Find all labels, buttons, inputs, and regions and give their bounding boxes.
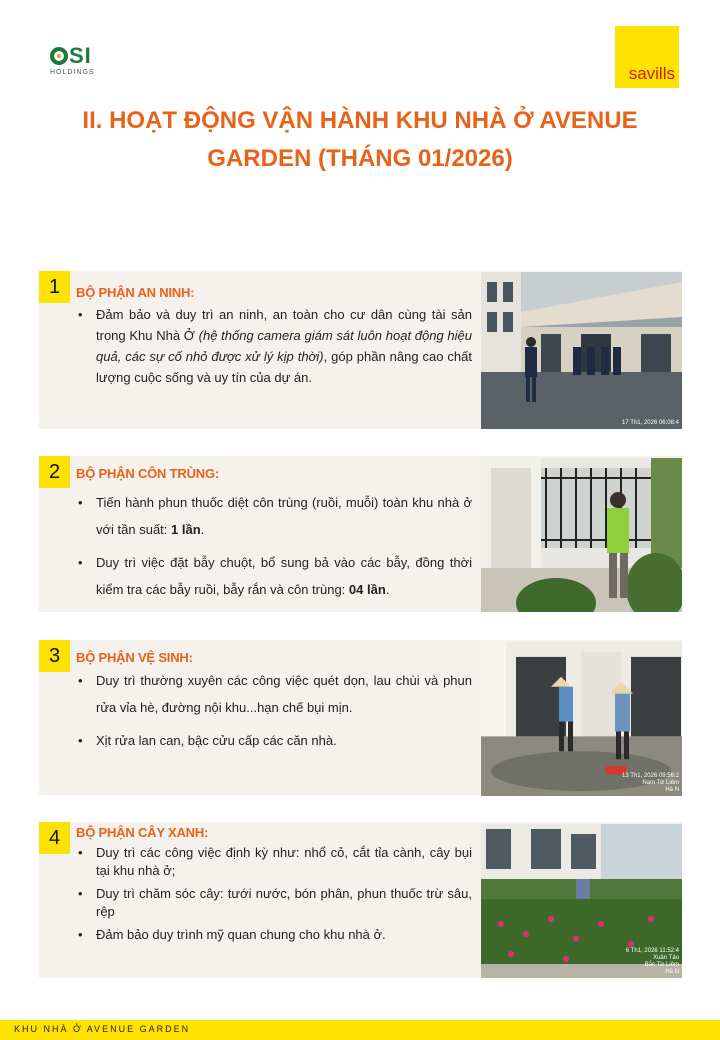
footer-text: KHU NHÀ Ở AVENUE GARDEN [14,1024,191,1034]
section-number: 1 [39,271,70,303]
photo-timestamp: 17 Th1, 2026 06:08:4 [622,420,679,426]
page-title [30,102,690,178]
security-photo [481,272,682,429]
photo-timestamp-line: 13 Th1, 2026 09:56:2 [622,773,679,779]
photo-timestamp-line: Hà N [665,787,679,793]
pest-control-photo [481,458,682,612]
osi-logo-letters: SI [69,43,92,68]
section-number: 2 [39,456,70,488]
osi-logo-subtitle: HOLDINGS [50,69,95,76]
landscaping-photo [481,824,682,978]
section-cleaning [39,640,682,795]
list-item-text: . [200,522,205,537]
section-heading: BỘ PHẬN CÔN TRÙNG: [76,466,220,481]
list-item-text: 1 lần [171,522,201,537]
list-item [76,489,472,543]
photo-timestamp-line: Bắc Từ Liêm [644,962,679,968]
list-item-text: 04 lần [348,582,386,597]
photo-timestamp-line: Hà N [665,969,679,975]
photo-timestamp-line: 6 Th1, 2026 11:52:4 [625,948,679,954]
list-item-text: Duy trì việc đặt bẫy chuột, bổ sung bả vào các bẫy, đồng thời kiểm tra các bẫy ruồi, bẫy rắn và côn trùng: [96,555,472,597]
list-item-text: Duy trì các công việc định kỳ như: nhổ cỏ, cắt tỉa cành, cây bụi tại khu nhà ở; [96,845,472,878]
list-item-text: Xịt rửa lan can, bậc cửu cấp các căn nhà. [96,733,337,748]
list-item-text: , góp phần nâng cao chất lượng cuộc sống và uy tín của dự án. [96,349,472,385]
photo-timestamp-line: Nam Từ Liêm [642,780,679,786]
list-item [76,549,472,603]
bullet-list [76,667,472,760]
bullet-list [76,489,472,609]
list-item-text: Đảm bảo và duy trì an ninh, an toàn cho cư dân cùng tài sản trong Khu Nhà Ở [96,307,472,343]
section-heading: BỘ PHẬN VỆ SINH: [76,650,193,665]
page-title-line-2: GARDEN (THÁNG 01/2026) [207,145,513,172]
photo-timestamp [626,948,679,976]
photo-timestamp-line: Xuân Tảo [653,955,679,961]
list-item-text: Duy trì chăm sóc cây: tưới nước, bón phân, phun thuốc trừ sâu, rệp [96,886,472,919]
list-item-text: (hệ thống camera giám sát luôn hoạt động hiệu quả, các sự cố nhỏ được xử lý kịp thời) [96,328,472,364]
bullet-list [76,304,472,388]
list-item-text: Duy trì thường xuyên các công việc quét dọn, lau chùi và phun rửa vỉa hè, đường nội khu...hạn chế bụi mịn. [96,673,472,715]
section-security [39,271,682,429]
osi-logo-mark [50,47,68,65]
section-heading: BỘ PHẬN CÂY XANH: [76,825,209,840]
list-item-text: . [385,582,390,597]
list-item-text: Đảm bảo duy trình mỹ quan chung cho khu nhà ở. [96,927,386,942]
bullet-list [76,844,472,949]
list-item [76,885,472,921]
page-title-line-1: II. HOẠT ĐỘNG VẬN HÀNH KHU NHÀ Ở AVENUE [82,107,638,134]
list-item [76,926,472,944]
osi-logo-text [50,45,110,67]
section-landscaping [39,822,682,978]
section-number: 4 [39,822,70,854]
cleaning-photo [481,642,682,796]
list-item [76,727,472,754]
section-number: 3 [39,640,70,672]
section-heading: BỘ PHẬN AN NINH: [76,285,195,300]
list-item-text: Tiến hành phun thuốc diệt côn trùng (ruồi, muỗi) toàn khu nhà ở với tần suất: [96,495,472,537]
savills-logo-text: savills [628,64,675,83]
section-pest-control [39,456,682,612]
list-item [76,844,472,880]
savills-logo [615,26,679,88]
list-item [76,304,472,388]
list-item [76,667,472,721]
photo-timestamp [622,773,679,794]
footer-bar [0,1020,720,1040]
osi-holdings-logo [50,45,110,81]
